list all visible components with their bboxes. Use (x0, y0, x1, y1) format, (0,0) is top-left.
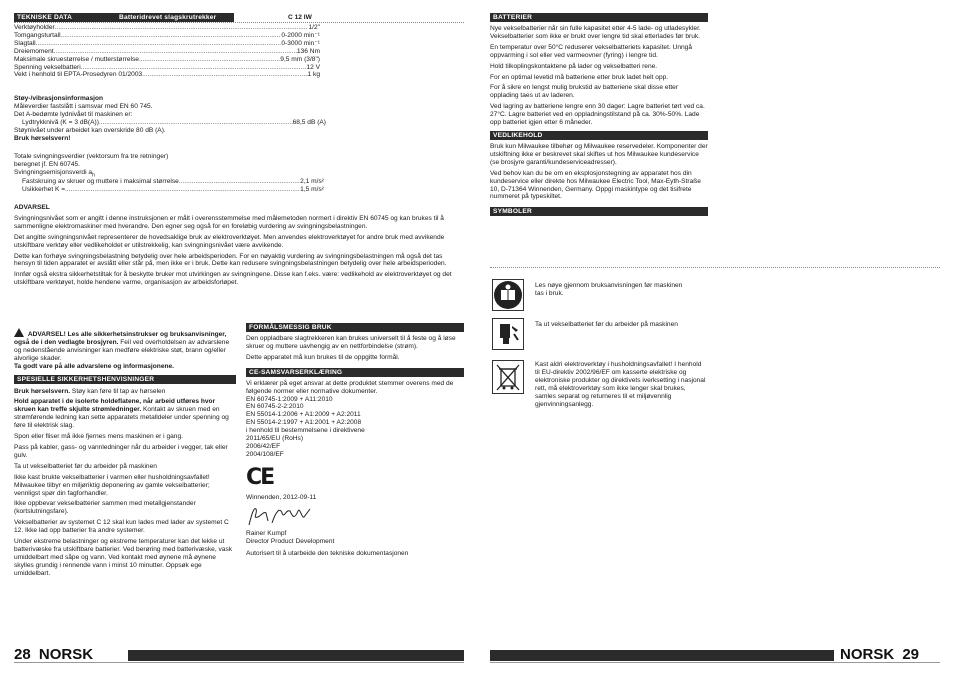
noise-line-3: Støynivået under arbeidet kan overskride 80 dB (A). (14, 126, 166, 134)
safety-s2-bold: Hold apparatet i de isolerte holdeflatene, når arbeid utføres hvor skruen kan treffe skjulte strømledninger. (14, 398, 216, 414)
left-col-right (246, 323, 464, 557)
noise-value: 68,5 dB (A) (292, 118, 326, 126)
use-p1: Den oppladbare slagtrekkeren kan brukes universelt til å feste og å løse skruer og muttere uavhengig av en nettforbindelse (strøm). (246, 335, 456, 350)
noise-row (14, 119, 326, 127)
ce-norm: EN 60745-1:2009 + A11:2010 (246, 395, 333, 403)
weee-bin-icon (492, 360, 524, 394)
vib-key-1: Fastskruing av skruer og muttere i maksimal størrelse (22, 178, 179, 186)
spec-row (14, 40, 320, 48)
battery-header: BATTERIER (490, 13, 708, 22)
safety-header: SPESIELLE SIKKERHETSHENVISNINGER (14, 375, 236, 384)
use-p2: Dette apparatet må kun brukes til de oppgitte formål. (246, 353, 400, 361)
vib-row-2 (14, 186, 324, 194)
warning-rest: Feil ved overholdelsen av advarslene og nedenstående anvisninger kan medføre elektriske støt, brann og/eller alvorlige skader. (14, 338, 230, 362)
vib-line-3-sub: h (92, 172, 95, 179)
safety-s1-bold: Bruk hørselsvern. (14, 387, 71, 395)
noise-title: Støy-/vibrasjonsinformasjon (14, 95, 104, 102)
spec-value: 0-2000 min⁻¹ (281, 31, 320, 39)
safety-s7: Ikke oppbevar vekselbatterier sammen med metallgjenstander (kortslutningsfare). (14, 500, 196, 516)
ce-directive: 2011/65/EU (RoHs) (246, 435, 304, 443)
symbol-text-1: Les nøye gjennom bruksanvisningen før maskinen tas i bruk. (535, 282, 683, 297)
page-number-right-text: 29 (902, 646, 920, 663)
noise-line-1: Måleverdier fastslått i samsvar med EN 60 745. (14, 102, 153, 110)
noise-section (14, 95, 334, 142)
symbol-text-3: Kast aldri elektroverktøy i husholdningsavfallet! I henhold til EU-direktiv 2002/96/EF om kasserte elektriske og elektroniske produkter og direktivets iverksetting i nasjonal rett, må elektroverktøy som ikke lenger skal brukes, samles separat og returneres til et miljøvennlig gjenvinningsanlegg. (535, 361, 706, 408)
ce-norm: EN 55014-1:2006 + A1:2009 + A2:2011 (246, 411, 361, 419)
tech-data-title: TEKNISKE DATA (17, 14, 73, 21)
ce-directive: 2006/42/EF (246, 442, 281, 450)
battery-p2: En temperatur over 50°C reduserer vekselbatteriets kapasitet. Unngå oppvarming i sol eller ved varmeovner (fyring) i lengre tid. (490, 43, 693, 59)
language-left: NORSK (38, 646, 94, 663)
spec-row (14, 24, 320, 32)
ce-norms (246, 396, 464, 428)
safety-s5: Ta ut vekselbatteriet før du arbeider på maskinen (14, 462, 157, 470)
spec-key: Vekt i henhold til EPTA-Prosedyren 01/2003 (14, 71, 143, 79)
spec-value: 0-3000 min⁻¹ (281, 39, 320, 47)
spec-key: Slagtall (14, 39, 36, 47)
vibration-section (14, 153, 324, 194)
ce-norm: EN 60745-2-2:2010 (246, 403, 304, 411)
battery-p1: Nye vekselbatterier når sin fulle kapasitet etter 4-5 lade- og utladesykler. Vekselbatterier som ikke er brukt over lengre tid skal etterlades før bruk. (490, 25, 701, 40)
language-right: NORSK (840, 646, 895, 663)
battery-p6: Ved lagring av batteriene lengre enn 30 dager: Lagre batteriet tørt ved ca. 27°C. Lagre batteriet ved en oppladningstilstand på ca. 30%-50%. Lade opp batteriet igjen etter 6 måneder. (490, 103, 705, 127)
spec-value: 9,5 mm (3/8") (280, 55, 320, 63)
maintenance-p1: Bruk kun Milwaukee tilbehør og Milwaukee reservedeler. Komponenter der utskiftning ikke er beskrevet skal skiftes ut hos Milwaukee kundeservice (se brosjyre garanti/kundeserviceadresser). (490, 142, 708, 166)
safety-s1 (14, 388, 236, 396)
ce-dirs (246, 435, 464, 459)
safety-s2 (14, 398, 236, 430)
ce-name: Rainer Kumpf (246, 529, 287, 537)
left-col-lower (14, 327, 236, 581)
maintenance-header: VEDLIKEHOLD (490, 131, 708, 140)
spec-key: Verktøyholder (14, 24, 55, 31)
spec-key: Spenning vekselbatteri (14, 63, 81, 71)
ce-p1: Vi erklærer på eget ansvar at dette produktet stemmer overens med de følgende normer eller normative dokumenter. (246, 379, 454, 395)
advarsel-section (14, 204, 460, 290)
safety-s4: Pass på kabler, gass- og vannledninger når du arbeider i vegger, tak eller gulv. (14, 443, 228, 459)
spec-row (14, 71, 320, 79)
tech-data-header (14, 13, 234, 22)
ce-mark-logo: CE (246, 464, 274, 490)
remove-battery-icon (492, 318, 524, 350)
spec-value: 1/2" (308, 24, 320, 31)
battery-p3: Hold tilkoplingskontaktene på lader og vekselbatteri rene. (490, 62, 658, 70)
ce-p2: i henhold til bestemmelsene i direktivene (246, 427, 365, 435)
use-header: FORMÅLSMESSIG BRUK (246, 323, 464, 332)
vib-key-2: Usikkerhet K = (22, 186, 66, 194)
warning-bold: ADVARSEL! Les alle sikkerhetsinstrukser og bruksanvisninger, også de i den vedlagte brosjyren. (14, 331, 227, 346)
ce-norm: EN 55014-2:1997 + A1:2001 + A2:2008 (246, 419, 362, 427)
vib-line-3-text: Svingningsemisjonsverdi a (14, 168, 93, 176)
safety-s6: Ikke kast brukte vekselbatterier i varmen eller husholdningsavfallet! Milwaukee tilbyr en miljøriktig deponering av gamle vekselbatterier; vennligst spør din fagforhandler. (14, 473, 210, 497)
spec-row (14, 64, 320, 72)
spec-row (14, 56, 320, 64)
ce-auth: Autorisert til å utarbeide den tekniske dokumentasjonen (246, 549, 409, 557)
ce-title: Director Product Development (246, 537, 335, 545)
spec-row (14, 48, 320, 56)
noise-line-2: Det A-bedømte lydnivået til maskinen er: (14, 110, 133, 118)
ce-directive: 2004/108/EF (246, 450, 284, 458)
safety-s3: Spon eller fliser må ikke fjernes mens maskinen er i gang. (14, 433, 183, 441)
spec-key: Maksimale skruestørrelse / mutterstørrelse (14, 55, 139, 63)
ce-date: Winnenden, 2012-09-11 (246, 493, 317, 501)
read-manual-icon (492, 279, 524, 311)
battery-p4: For en optimal levetid må batteriene etter bruk ladet helt opp. (490, 73, 669, 81)
spec-value: 1 kg (307, 71, 320, 79)
maintenance-p2: Ved behov kan du be om en eksplosjonstegning av apparatet hos din kundeservice eller direkte hos Milwaukee Electric Tool, Max-Eyth-Straße 10, D-71364 Winnenden, Germany. Oppgi maskintype og det tisifrete nummeret på typeskiltet. (490, 169, 701, 201)
right-page-col (490, 13, 708, 216)
symbol-text-2: Ta ut vekselbatteriet før du arbeider på maskinen (535, 321, 678, 328)
spec-key: Tomgangsturtall (14, 31, 61, 39)
vib-line-2: beregnet jf. EN 60745. (14, 160, 80, 168)
advarsel-p1: Svingningsnivået som er angitt i denne instruksjonen er målt i overensstemmelse med målemetoden normert i direktiv EN 60745 og kan brukes til å sammenligne elektromaskiner med hverandre. Den egner seg også for en foreløbig vurdering av svingningsbelastningen. (14, 214, 444, 230)
vib-line-1: Totale svingningsverdier (vektorsum fra tre retninger) (14, 153, 169, 160)
safety-s2-rest: Kontakt av skruen med en strømførende ledning kan sette apparatets metalldeler under spenning og føre til elektrisk slag. (14, 406, 229, 430)
spec-value: 136 Nm (296, 47, 320, 55)
battery-p5: For å sikre en lengst mulig brukstid av batteriene skal disse etter opplading taes ut av laderen. (490, 84, 679, 100)
footer-bar-right (490, 650, 834, 661)
vib-line-3 (14, 169, 324, 178)
safety-s1-rest: Støy kan føre til tap av hørselen (71, 387, 166, 395)
spec-value: 12 V (306, 63, 320, 71)
safety-s8: Vekselbatterier av systemet C 12 skal kun lades med lader av systemet C 12. Ikke lad opp batterier fra andre systemer. (14, 519, 229, 535)
page-number-left-text: 28 (14, 646, 31, 663)
vib-value-2: 1,5 m/s² (300, 186, 324, 194)
spec-key: Dreiemoment (14, 47, 54, 55)
noise-key: Lydtrykknivå (K = 3 dB(A)) (22, 118, 99, 126)
advarsel-p2: Det angitte svingningsnivået representerer de hovedsaklige bruk av elektroverktøyet. Men anvendes elektroverktøyet for andre bruk med avvikende utskiftbare verktøy eller vedlikeholdet er utilstrekkelig, kan svingningsnivået være avvikende. (14, 233, 445, 249)
advarsel-p4: Innfør også ekstra sikkerhetstiltak for å beskytte bruker mot utvirkingen av svingningene. Disse kan f.eks. være: vedlikehold av elektroverktøyet og det utskiftbare verktøyet, holde hendene varme, organisasjon av arbeidsforløpet. (14, 271, 452, 287)
warning-keep: Ta godt vare på alle advarslene og informasjonene. (14, 362, 175, 370)
safety-s9: Under ekstreme belastninger og ekstreme temperaturer kan det lekke ut batterivæske fra utskiftbare batterier. Ved berøring med batterivæske, vask umiddelbart med såpe og vann. Ved kontakt med øynene må øynene skylles grundig i rennende vann i minst 10 minutter. Oppsøk ege umiddelbart. (14, 538, 233, 577)
advarsel-p3: Dette kan forhøye svingningsbelastning betydelig over hele arbeidsperioden. For en nøyaktig vurdering av svingningsbelastningen må også det tas hensyn til tiden apparatet er avslått eller står på, men ikke er i bruk. Dette kan redusere svingningsbelastningen betydelig over hele arbeidsperioden. (14, 252, 447, 268)
spec-table (14, 24, 320, 79)
symbols-header: SYMBOLER (490, 207, 708, 216)
spec-row (14, 32, 320, 40)
advarsel-title: ADVARSEL (14, 204, 50, 211)
tech-data-subtitle: Batteridrevet slagskrutrekker (119, 14, 217, 21)
vib-row-1 (14, 178, 324, 186)
vib-value-1: 2,1 m/s² (300, 178, 324, 186)
warning-block (14, 327, 236, 371)
noise-line-4: Bruk hørselsvern! (14, 134, 71, 142)
warning-triangle-icon (14, 328, 24, 337)
footer-bar-left (128, 650, 464, 661)
tech-model: C 12 IW (288, 14, 312, 21)
signature-image (246, 505, 326, 529)
ce-header: CE-SAMSVARSERKLÆRING (246, 368, 464, 377)
